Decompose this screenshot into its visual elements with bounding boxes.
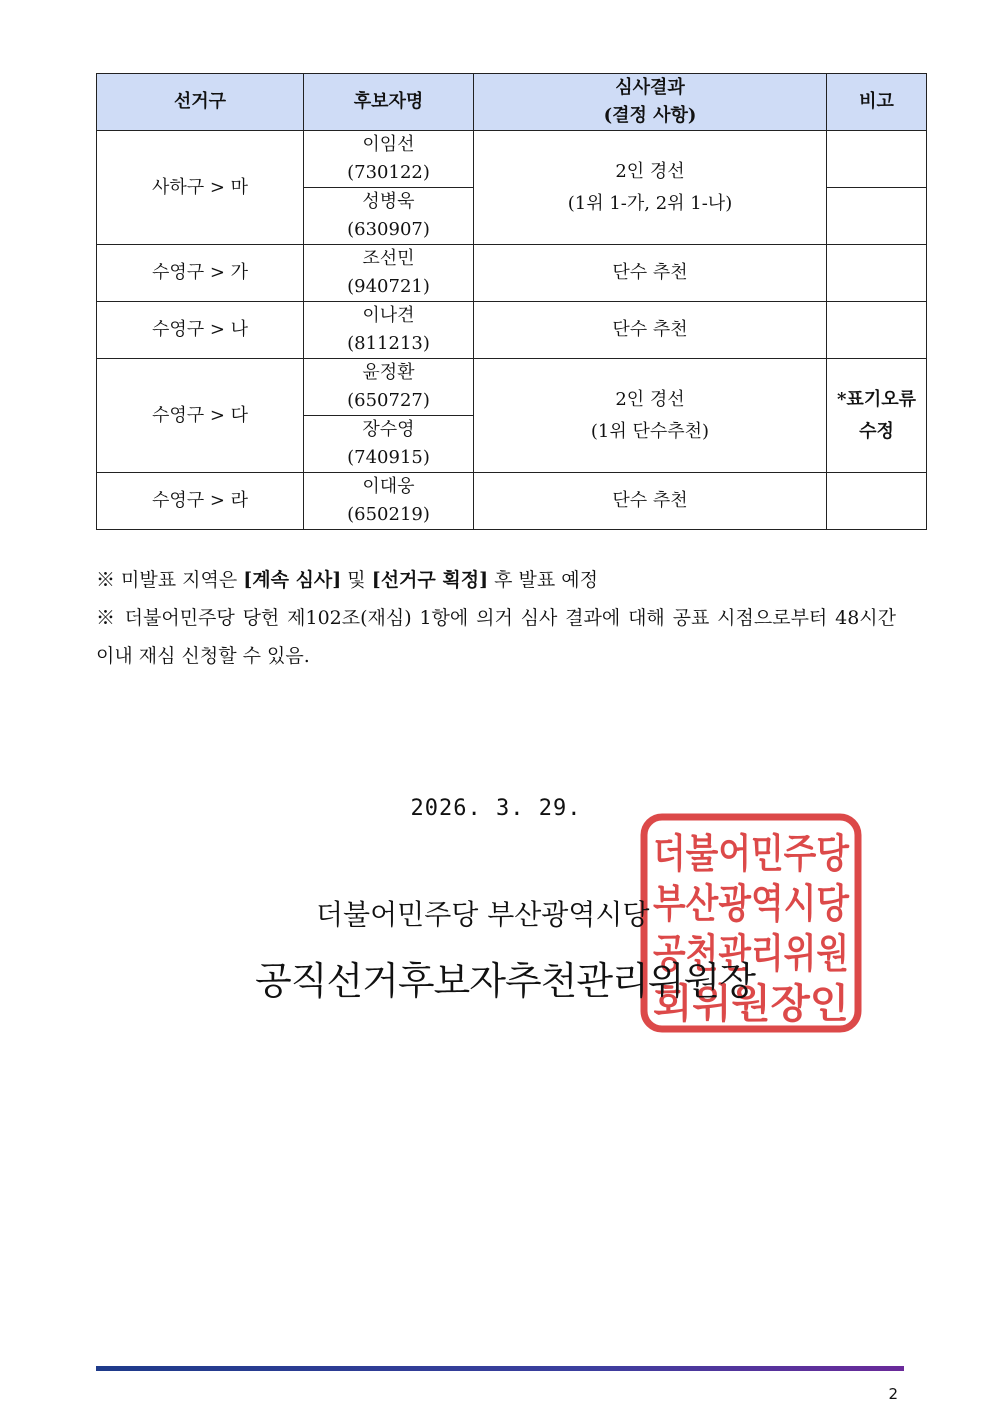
candidate-name: 성병욱 [362,191,415,212]
result-line2: (1위 1-가, 2위 1-나) [567,192,733,214]
seal-line3: 공천관리위원 [653,931,849,977]
seal-line1: 더불어민주당 [653,831,851,877]
table-row [97,131,927,188]
note-pending-review [96,561,896,599]
district-cell: 수영구 > 가 [97,245,304,302]
note-cell [827,302,927,359]
result-line1: 2인 경선 [615,160,685,182]
note1-bold-district-fix: [선거구 획정] [371,569,489,591]
header-result [474,74,827,131]
district-cell: 수영구 > 다 [97,359,304,473]
result-cell [474,359,827,473]
committee-chair-title: 공직선거후보자추천관리위원장 [255,959,755,1003]
candidate-id: (940721) [347,276,430,297]
seal-line2: 부산광역시당 [653,881,851,927]
district-cell: 수영구 > 라 [97,473,304,530]
candidate-cell [304,131,474,188]
table-header-row [97,74,927,131]
candidate-cell [304,245,474,302]
candidate-id: (740915) [347,447,430,468]
note1-suffix: 후 발표 예정 [488,569,598,591]
candidate-id: (630907) [347,219,430,240]
note-cell [827,188,927,245]
note1-prefix: ※ 미발표 지역은 [96,569,244,591]
note-line2: 수정 [859,420,894,442]
note-cell [827,473,927,530]
candidate-name: 이임선 [362,134,415,155]
result-cell: 단수 추천 [474,245,827,302]
page-number: 2 [888,1385,898,1403]
district-cell: 수영구 > 나 [97,302,304,359]
note-cell [827,245,927,302]
district-cell: 사하구 > 마 [97,131,304,245]
candidate-cell [304,302,474,359]
result-cell: 단수 추천 [474,302,827,359]
note1-mid: 및 [341,569,372,591]
header-candidate: 후보자명 [304,74,474,131]
table-row [97,245,927,302]
candidate-cell [304,416,474,473]
result-line2: (1위 단수추천) [590,420,710,442]
candidate-id: (811213) [347,333,430,354]
result-line1: 2인 경선 [615,388,685,410]
note-reappeal: ※ 더불어민주당 당헌 제102조(재심) 1항에 의거 심사 결과에 대해 공표 시점으로부터 48시간 이내 재심 신청할 수 있음. [96,607,896,667]
table-row [97,359,927,416]
header-result-line2: (결정 사항) [603,105,697,126]
note-line1: *표기오류 [837,388,916,410]
results-table [96,73,927,530]
header-district: 선거구 [97,74,304,131]
candidate-name: 이대웅 [362,476,415,497]
candidate-id: (650727) [347,390,430,411]
candidate-name: 이나견 [362,305,415,326]
org-name: 더불어민주당 부산광역시당 [316,898,650,931]
header-result-line1: 심사결과 [615,77,685,98]
header-note: 비고 [827,74,927,131]
candidate-name: 조선민 [362,248,415,269]
table-row [97,473,927,530]
seal-line4: 회위원장인 [653,981,849,1027]
candidate-cell [304,188,474,245]
note-cell [827,359,927,473]
table-row [97,302,927,359]
candidate-name: 윤정환 [362,362,415,383]
candidate-name: 장수영 [362,419,415,440]
document-date: 2026. 3. 29. [410,796,582,821]
candidate-id: (730122) [347,162,430,183]
footer-divider [96,1366,904,1371]
candidate-cell [304,473,474,530]
note-cell [827,131,927,188]
candidate-cell [304,359,474,416]
result-cell [474,131,827,245]
candidate-id: (650219) [347,504,430,525]
result-cell: 단수 추천 [474,473,827,530]
note1-bold-continue-review: [계속 심사] [243,569,342,591]
